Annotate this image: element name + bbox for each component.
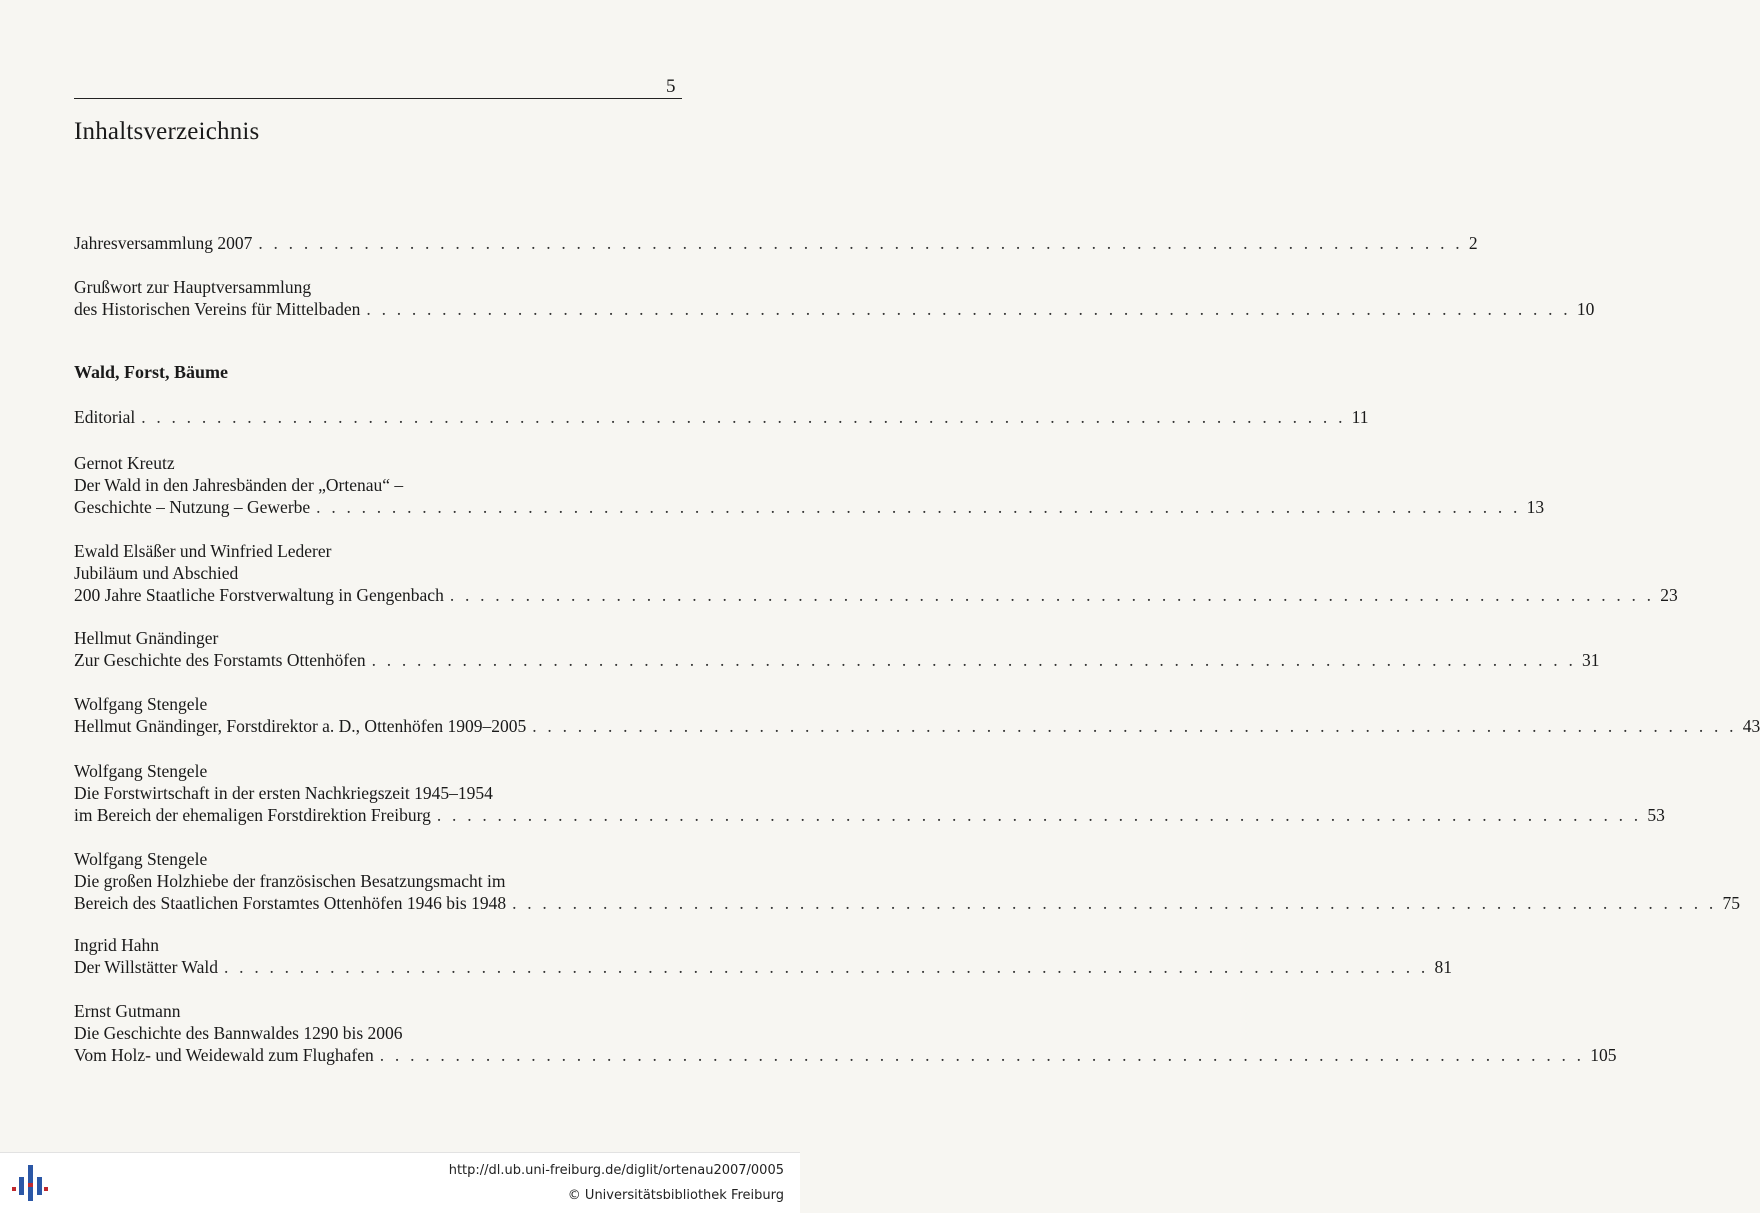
dot-leader: . . . . . . . . . . . . . . . . . . . . . . . . . . . . . . . . . . . . . . . . . . . . . . . . . . . . . . . . . . . . . . . . . . . . . . . . . . . . . . . . [512, 893, 1717, 913]
toc-page-number: 2 [1468, 233, 1478, 253]
toc-page-number: 43 [1742, 716, 1760, 736]
toc-entry-title-line [74, 956, 1452, 978]
toc-entry-line: Ewald Elsäßer und Winfried Lederer [74, 541, 332, 561]
dot-leader: . . . . . . . . . . . . . . . . . . . . . . . . . . . . . . . . . . . . . . . . . . . . . . . . . . . . . . . . . . . . . . . . . . . . . . . . . . . . . . . . [141, 407, 1346, 427]
toc-entry-title-line [74, 496, 1545, 518]
toc-entry[interactable] [74, 232, 1478, 254]
page-number: 5 [666, 76, 676, 97]
toc-entry-title: des Historischen Vereins für Mittelbaden [74, 299, 361, 319]
toc-entry[interactable] [74, 760, 1665, 826]
toc-entry-title-line [74, 649, 1600, 671]
footer-bar [0, 1152, 800, 1213]
toc-entry-title-line [74, 1044, 1617, 1066]
toc-entry-title: Hellmut Gnändinger, Forstdirektor a. D., Ottenhöfen 1909–2005 [74, 716, 527, 736]
toc-entry[interactable] [74, 406, 1369, 428]
toc-entry-line: Wolfgang Stengele [74, 694, 208, 714]
dot-leader: . . . . . . . . . . . . . . . . . . . . . . . . . . . . . . . . . . . . . . . . . . . . . . . . . . . . . . . . . . . . . . . . . . . . . . . . . . . . . . . . [366, 299, 1571, 319]
toc-entry-line: Hellmut Gnändinger [74, 628, 219, 648]
toc-entry-title-line [74, 584, 1678, 606]
toc-entry-line: Ernst Gutmann [74, 1001, 181, 1021]
toc-entry-line: Gernot Kreutz [74, 453, 175, 473]
toc-page-number: 53 [1647, 805, 1665, 825]
toc-entry-line: Grußwort zur Hauptversammlung [74, 277, 312, 297]
dot-leader: . . . . . . . . . . . . . . . . . . . . . . . . . . . . . . . . . . . . . . . . . . . . . . . . . . . . . . . . . . . . . . . . . . . . . . . . . . . . . . . . [258, 233, 1463, 253]
toc-entry-title-line [74, 298, 1595, 320]
toc-entry-title: Zur Geschichte des Forstamts Ottenhöfen [74, 650, 366, 670]
toc-page-number: 31 [1582, 650, 1600, 670]
toc-entry[interactable] [74, 1000, 1617, 1066]
library-logo-icon [10, 1161, 50, 1205]
toc-entry[interactable] [74, 452, 1545, 518]
toc-entry[interactable] [74, 934, 1452, 978]
toc-entry-title: Der Willstätter Wald [74, 957, 219, 977]
toc-entry-title-line [74, 715, 1760, 737]
toc-entry-line: Wolfgang Stengele [74, 849, 208, 869]
toc-entry-title: Jahresversammlung 2007 [74, 233, 253, 253]
toc-entry-title-line [74, 892, 1741, 914]
toc-page-number: 23 [1660, 585, 1678, 605]
toc-entry[interactable] [74, 276, 1595, 320]
toc-entry-line: Ingrid Hahn [74, 935, 160, 955]
toc-entry-line: Die Geschichte des Bannwaldes 1290 bis 2006 [74, 1023, 403, 1043]
toc-entry-title: im Bereich der ehemaligen Forstdirektion Freiburg [74, 805, 431, 825]
dot-leader: . . . . . . . . . . . . . . . . . . . . . . . . . . . . . . . . . . . . . . . . . . . . . . . . . . . . . . . . . . . . . . . . . . . . . . . . . . . . . . . . [316, 497, 1521, 517]
toc-page-number: 13 [1526, 497, 1545, 517]
dot-leader: . . . . . . . . . . . . . . . . . . . . . . . . . . . . . . . . . . . . . . . . . . . . . . . . . . . . . . . . . . . . . . . . . . . . . . . . . . . . . . . . [371, 650, 1577, 670]
toc-entry-line: Der Wald in den Jahresbänden der „Ortenau“ – [74, 475, 404, 495]
toc-entry-line: Jubiläum und Abschied [74, 563, 239, 583]
copyright-notice: © Universitätsbibliothek Freiburg [567, 1188, 784, 1203]
dot-leader: . . . . . . . . . . . . . . . . . . . . . . . . . . . . . . . . . . . . . . . . . . . . . . . . . . . . . . . . . . . . . . . . . . . . . . . . . . . . . . . . [436, 805, 1642, 825]
toc-entry-title: 200 Jahre Staatliche Forstverwaltung in Gengenbach [74, 585, 444, 605]
toc-entry[interactable] [74, 693, 1760, 737]
section-heading: Wald, Forst, Bäume [74, 362, 229, 382]
page-title: Inhaltsverzeichnis [74, 118, 260, 145]
dot-leader: . . . . . . . . . . . . . . . . . . . . . . . . . . . . . . . . . . . . . . . . . . . . . . . . . . . . . . . . . . . . . . . . . . . . . . . . . . . . . . . . [532, 716, 1737, 736]
toc-entry-title: Bereich des Staatlichen Forstamtes Ottenhöfen 1946 bis 1948 [74, 893, 507, 913]
toc-entry-title: Geschichte – Nutzung – Gewerbe [74, 497, 311, 517]
toc-entry-title-line [74, 232, 1478, 254]
toc-entry-line: Wolfgang Stengele [74, 761, 208, 781]
toc-page-number: 11 [1351, 407, 1369, 427]
toc-entry-line: Die Forstwirtschaft in der ersten Nachkriegszeit 1945–1954 [74, 783, 493, 803]
toc-page-number: 75 [1722, 893, 1741, 913]
toc-page-number: 10 [1576, 299, 1595, 319]
header-rule [74, 98, 682, 99]
dot-leader: . . . . . . . . . . . . . . . . . . . . . . . . . . . . . . . . . . . . . . . . . . . . . . . . . . . . . . . . . . . . . . . . . . . . . . . . . . . . . . . . [224, 957, 1429, 977]
source-url-link[interactable]: http://dl.ub.uni-freiburg.de/diglit/ortenau2007/0005 [448, 1163, 784, 1178]
toc-page-number: 81 [1434, 957, 1452, 977]
toc-entry[interactable] [74, 627, 1600, 671]
toc-entry-title-line [74, 804, 1665, 826]
dot-leader: . . . . . . . . . . . . . . . . . . . . . . . . . . . . . . . . . . . . . . . . . . . . . . . . . . . . . . . . . . . . . . . . . . . . . . . . . . . . . . . . [449, 585, 1655, 605]
toc-entry-title: Vom Holz- und Weidewald zum Flughafen [74, 1045, 374, 1065]
toc-entry-title: Editorial [74, 407, 136, 427]
toc-entry-line: Die großen Holzhiebe der französischen Besatzungsmacht im [74, 871, 506, 891]
toc-entry-title-line [74, 406, 1369, 428]
toc-entry[interactable] [74, 848, 1741, 914]
dot-leader: . . . . . . . . . . . . . . . . . . . . . . . . . . . . . . . . . . . . . . . . . . . . . . . . . . . . . . . . . . . . . . . . . . . . . . . . . . . . . . . . [379, 1045, 1585, 1065]
toc-page-number: 105 [1590, 1045, 1617, 1065]
toc-entry[interactable] [74, 540, 1678, 606]
